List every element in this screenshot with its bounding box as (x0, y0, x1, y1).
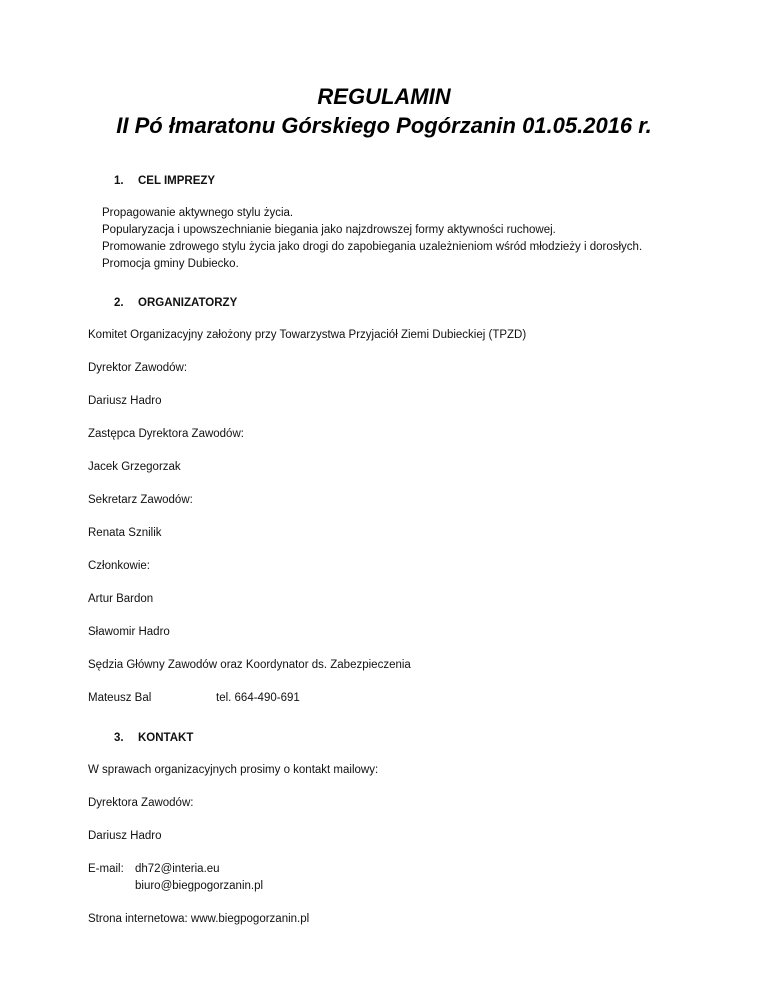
judge-phone: tel. 664-490-691 (216, 692, 300, 704)
section-title: ORGANIZATORZY (138, 297, 238, 309)
section-title: CEL IMPREZY (138, 175, 216, 187)
section-number: 3. (114, 732, 124, 744)
deputy-label: Zastępca Dyrektora Zawodów: (88, 428, 244, 440)
director-label: Dyrektor Zawodów: (88, 362, 188, 374)
section-number: 1. (114, 175, 124, 187)
contact-name: Dariusz Hadro (88, 830, 162, 842)
secretary-name: Renata Sznilik (88, 527, 162, 539)
email-link-1[interactable]: dh72@interia.eu (135, 863, 220, 875)
section-title: KONTAKT (138, 732, 194, 744)
deputy-name: Jacek Grzegorzak (88, 461, 181, 473)
document-title: REGULAMIN (317, 84, 451, 109)
director-name: Dariusz Hadro (88, 395, 162, 407)
judge-label: Sędzia Główny Zawodów oraz Koordynator ds. Zabezpieczenia (88, 659, 411, 671)
judge-name: Mateusz Bal (88, 692, 152, 704)
goal-item-2: Popularyzacja i upowszechnianie biegania jako najzdrowszej formy aktywności ruchowej. (102, 224, 556, 236)
committee-text: Komitet Organizacyjny założony przy Towarzystwa Przyjaciół Ziemi Dubieckiej (TPZD) (88, 329, 527, 341)
contact-intro: W sprawach organizacyjnych prosimy o kontakt mailowy: (88, 764, 379, 776)
secretary-label: Sekretarz Zawodów: (88, 494, 193, 506)
email-link-2[interactable]: biuro@biegpogorzanin.pl (135, 880, 264, 892)
section-number: 2. (114, 297, 124, 309)
goal-item-1: Propagowanie aktywnego stylu życia. (102, 207, 294, 219)
member-name-1: Artur Bardon (88, 593, 154, 605)
goal-item-4: Promocja gminy Dubiecko. (102, 258, 239, 270)
document-subtitle: II Pó łmaratonu Górskiego Pogórzanin 01.05.2016 r. (116, 113, 652, 138)
contact-label: Dyrektora Zawodów: (88, 797, 194, 809)
email-label: E-mail: (88, 863, 124, 875)
website-text[interactable]: Strona internetowa: www.biegpogorzanin.pl (88, 913, 310, 925)
member-name-2: Sławomir Hadro (88, 626, 170, 638)
goal-item-3: Promowanie zdrowego stylu życia jako drogi do zapobiegania uzależnieniom wśród młodzieży i dorosłych. (102, 241, 643, 253)
members-label: Członkowie: (88, 560, 150, 572)
